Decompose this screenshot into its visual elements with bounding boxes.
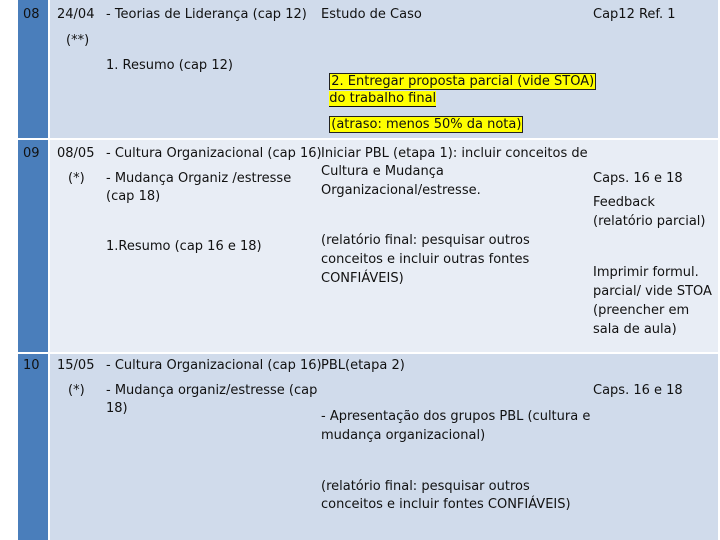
row-activity-line: CONFIÁVEIS) bbox=[321, 271, 404, 286]
row-date: 24/04 bbox=[57, 7, 95, 22]
row-activity-line: conceitos e incluir outras fontes bbox=[321, 252, 530, 267]
row-topic-line: (cap 18) bbox=[106, 189, 161, 204]
row-activity-line: PBL(etapa 2) bbox=[321, 358, 405, 373]
row-activity-line: (relatório final: pesquisar outros bbox=[321, 479, 530, 494]
row-topic-line: - Mudança organiz/estresse (cap bbox=[106, 383, 318, 398]
row-reference-line: (preencher em bbox=[593, 303, 690, 318]
row-activity-line: Estudo de Caso bbox=[321, 7, 422, 22]
late-penalty-note: (atraso: menos 50% da nota) bbox=[331, 116, 522, 132]
row-date-mark: (*) bbox=[68, 383, 85, 398]
row-topic-line: 1.Resumo (cap 16 e 18) bbox=[106, 239, 262, 254]
row-reference-line: sala de aula) bbox=[593, 322, 677, 337]
row-topic-line: - Cultura Organizacional (cap 16) bbox=[106, 358, 322, 373]
row-date: 08/05 bbox=[57, 146, 95, 161]
row-reference-line: Caps. 16 e 18 bbox=[593, 383, 683, 398]
row-topic-line: - Teorias de Liderança (cap 12) bbox=[106, 7, 307, 22]
row-date: 15/05 bbox=[57, 358, 95, 373]
row-activity-line: Cultura e Mudança bbox=[321, 164, 444, 179]
row-number: 10 bbox=[23, 358, 40, 373]
row-10-number-cell bbox=[18, 354, 48, 540]
row-number: 08 bbox=[23, 7, 40, 22]
row-date-mark: (**) bbox=[66, 33, 90, 48]
row-activity-line: conceitos e incluir fontes CONFIÁVEIS) bbox=[321, 497, 571, 512]
row-reference-line: (relatório parcial) bbox=[593, 214, 706, 229]
row-09-number-cell bbox=[18, 140, 48, 352]
row-reference-line: parcial/ vide STOA bbox=[593, 284, 712, 299]
row-number: 09 bbox=[23, 146, 40, 161]
row-topic-line: 18) bbox=[106, 401, 128, 416]
row-activity-line: - Apresentação dos grupos PBL (cultura e bbox=[321, 409, 591, 424]
row-activity-line: Organizacional/estresse. bbox=[321, 183, 481, 198]
row-topic-line: 1. Resumo (cap 12) bbox=[106, 58, 233, 73]
highlighted-deadline: 2. Entregar proposta parcial (vide STOA) bbox=[331, 73, 595, 89]
row-activity-line: Iniciar PBL (etapa 1): incluir conceitos de bbox=[321, 146, 588, 161]
row-reference-line: Feedback bbox=[593, 195, 655, 210]
row-reference-line: Cap12 Ref. 1 bbox=[593, 7, 676, 22]
row-activity-line: (relatório final: pesquisar outros bbox=[321, 233, 530, 248]
row-activity-line: mudança organizacional) bbox=[321, 428, 486, 443]
row-topic-line: - Mudança Organiz /estresse bbox=[106, 171, 292, 186]
row-date-mark: (*) bbox=[68, 171, 85, 186]
row-activity-line bbox=[321, 100, 523, 133]
row-reference-line: Imprimir formul. bbox=[593, 265, 699, 280]
row-topic-line: - Cultura Organizacional (cap 16) bbox=[106, 146, 322, 161]
highlighted-deadline-cont: do trabalho final bbox=[329, 90, 437, 106]
row-reference-line: Caps. 16 e 18 bbox=[593, 171, 683, 186]
